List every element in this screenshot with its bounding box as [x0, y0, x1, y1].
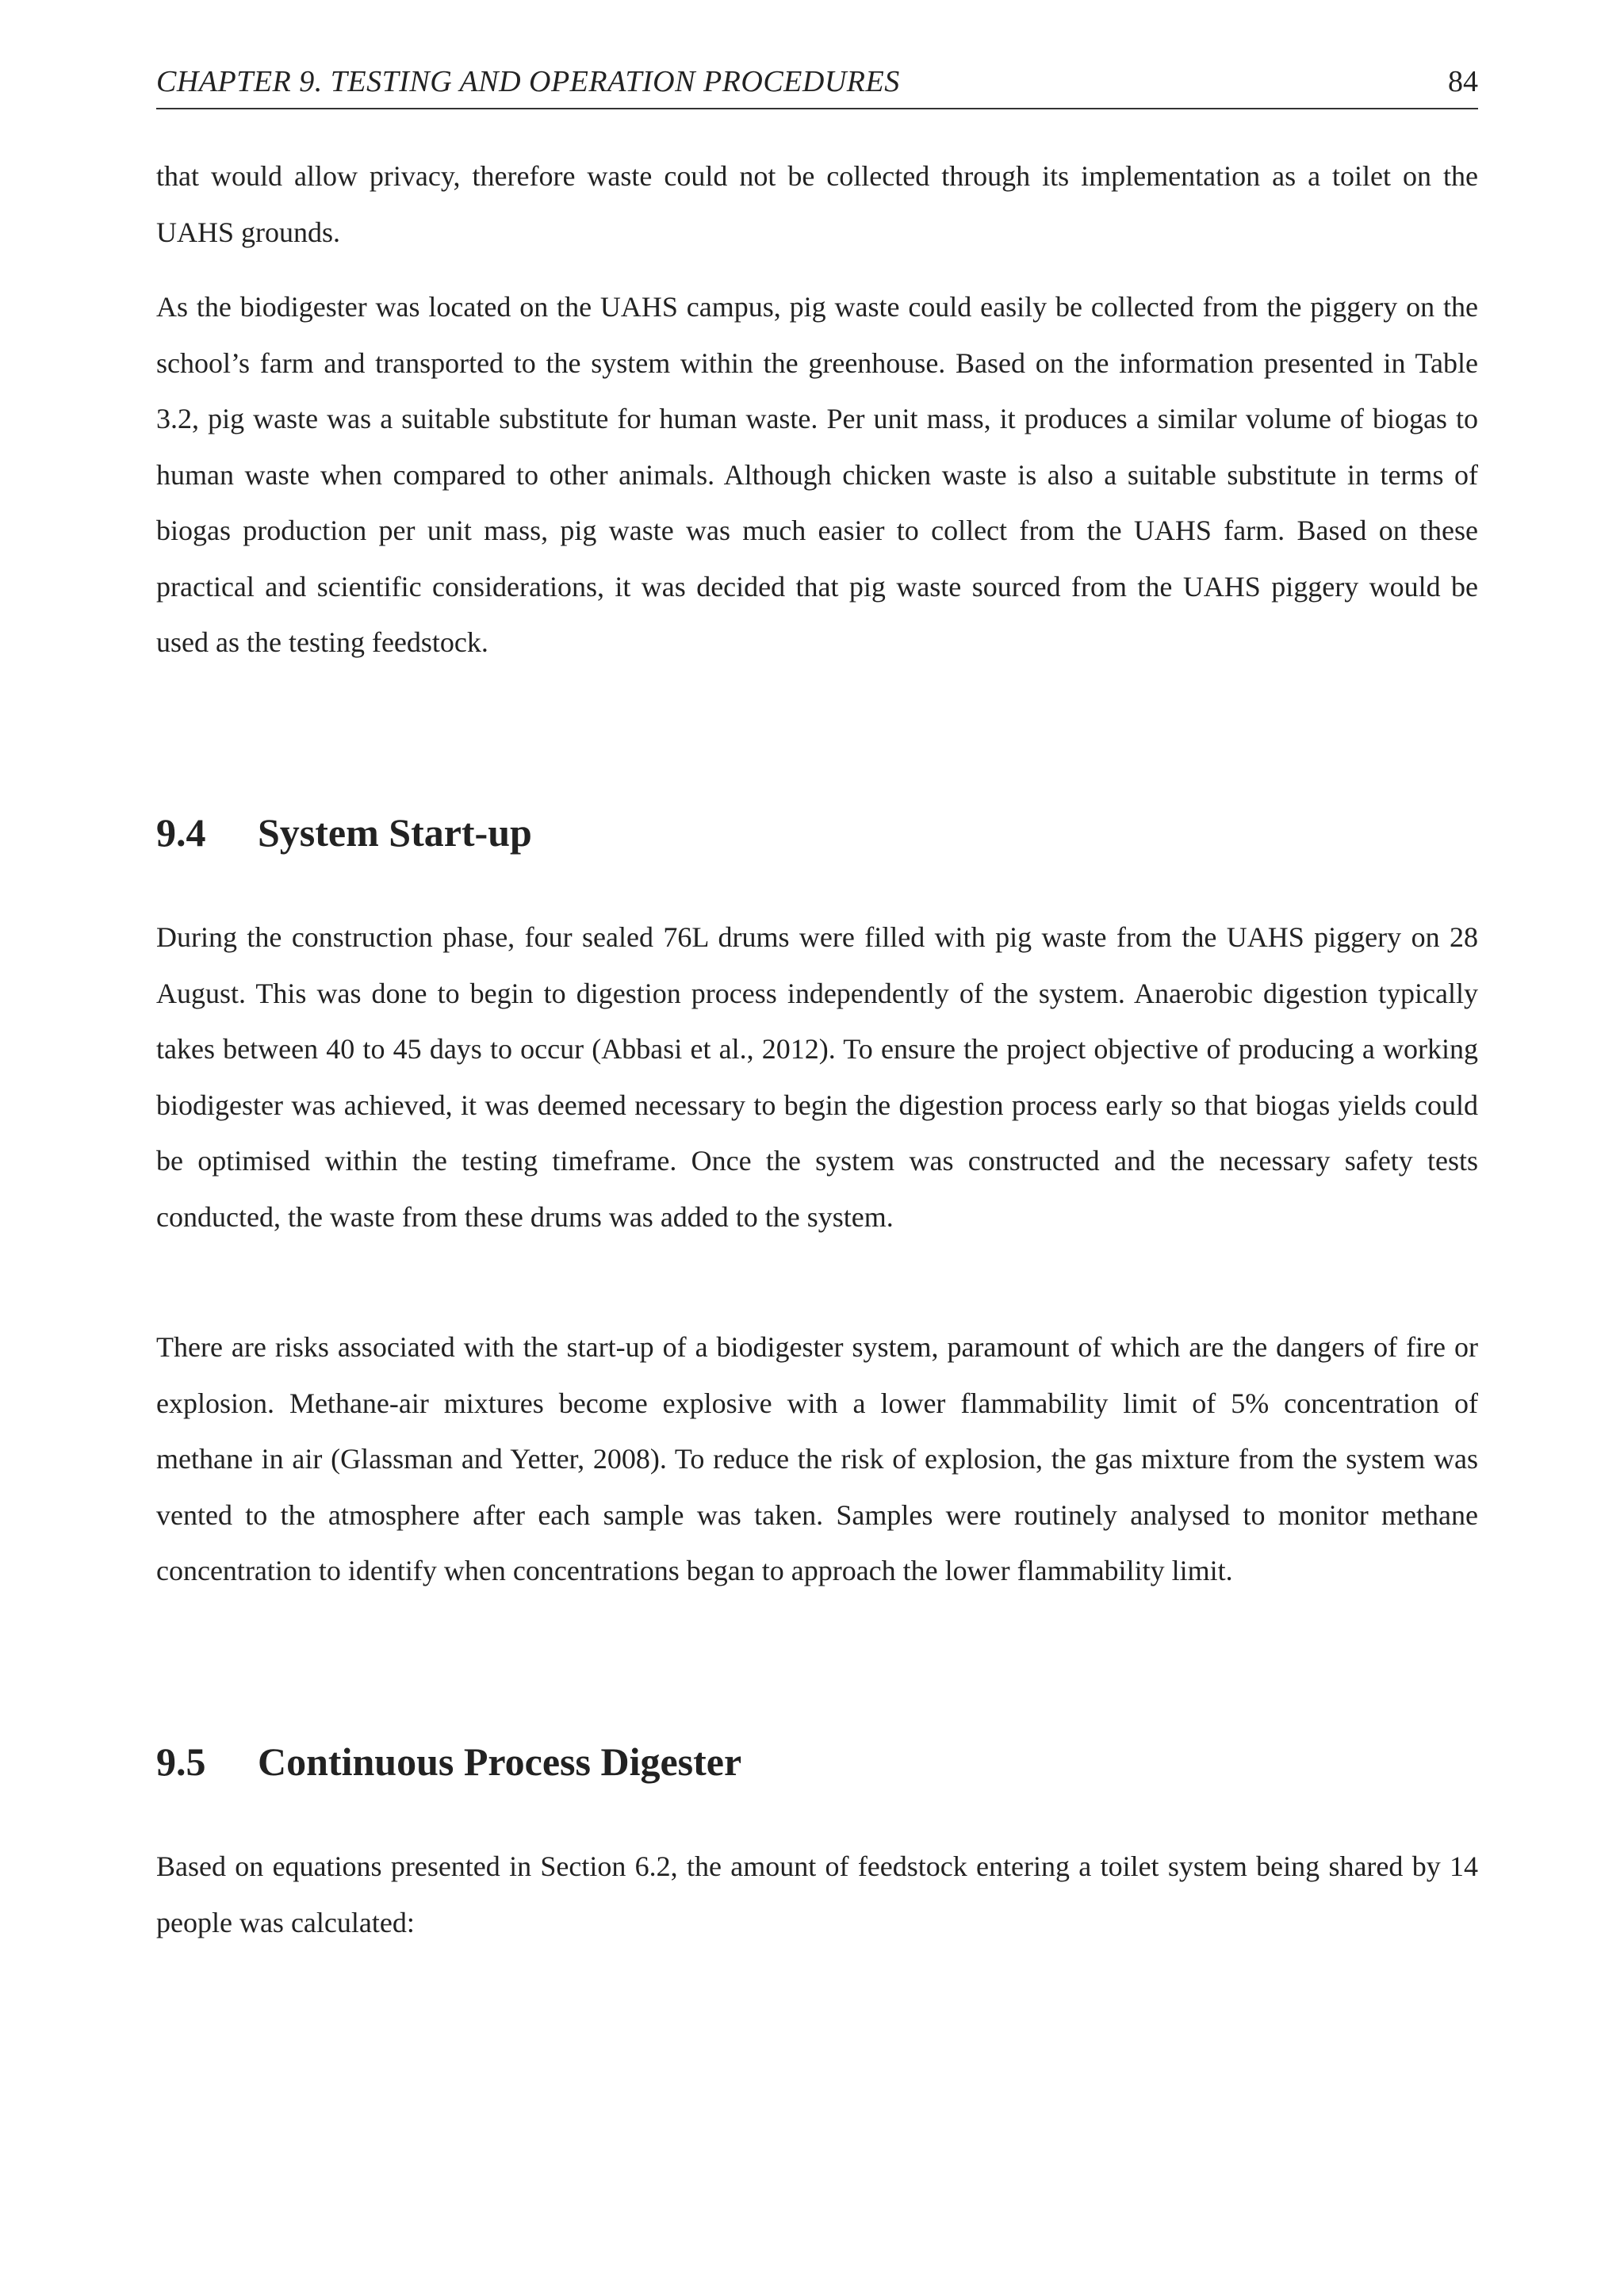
paragraph-startup-risks: There are risks associated with the start-up of a biodigester system, paramount of which are the dangers of fire or explosion. Methane-air mixtures become explosive with a lower flammability limit of 5% concentration of methane in air (Glassman and Yetter, 2008). To reduce the risk of explosion, the gas mixture from the system was vented to the atmosphere after each sample was taken. Samples were routinely analysed to monitor methane concentration to identify when concentrations began to approach the lower flammability limit.: [156, 1331, 1478, 1586]
section-number: 9.4: [156, 810, 206, 855]
section-title: Continuous Process Digester: [258, 1739, 742, 1784]
section-number: 9.5: [156, 1739, 206, 1784]
section-heading-9-5: [156, 1734, 741, 1789]
section-title: System Start-up: [258, 810, 532, 855]
paragraph-feedstock-calc: Based on equations presented in Section 6.2, the amount of feedstock entering a toilet system being shared by 14 people was calculated:: [156, 1850, 1478, 1938]
paragraph-continued: that would allow privacy, therefore waste could not be collected through its implementation as a toilet on the UAHS grounds.: [156, 160, 1478, 248]
paragraph-pig-waste: As the biodigester was located on the UAHS campus, pig waste could easily be collected from the piggery on the school’s farm and transported to the system within the greenhouse. Based on the information presented in Table 3.2, pig waste was a suitable substitute for human waste. Per unit mass, it produces a similar volume of biogas to human waste when compared to other animals. Although chicken waste is also a suitable substitute in terms of biogas production per unit mass, pig waste was much easier to collect from the UAHS farm. Based on these practical and scientific considerations, it was decided that pig waste sourced from the UAHS piggery would be used as the testing feedstock.: [156, 291, 1478, 658]
running-header: [156, 62, 1478, 109]
section-heading-9-4: [156, 805, 532, 860]
page-number: 84: [1448, 65, 1478, 98]
paragraph-construction-phase: During the construction phase, four sealed 76L drums were filled with pig waste from the UAHS piggery on 28 August. This was done to begin to digestion process independently of the system. Anaerobic digestion typically takes between 40 to 45 days to occur (Abbasi et al., 2012). To ensure the project objective of producing a working biodigester was achieved, it was deemed necessary to begin the digestion process early so that biogas yields could be optimised within the testing timeframe. Once the system was constructed and the necessary safety tests conducted, the waste from these drums was added to the system.: [156, 921, 1478, 1233]
chapter-title: CHAPTER 9. TESTING AND OPERATION PROCEDURES: [156, 65, 900, 98]
